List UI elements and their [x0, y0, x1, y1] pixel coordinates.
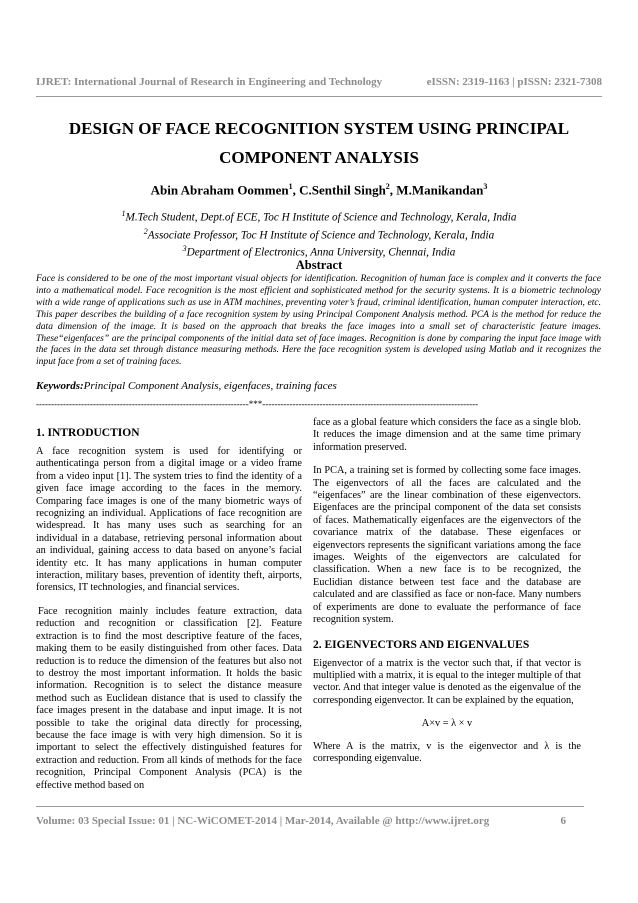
author-1: Abin Abraham Oommen: [150, 182, 289, 198]
paragraph: Eigenvector of a matrix is the vector such that, if that vector is multiplied with a matrix, it is equal to the integer multiple of that vector. And that integer value is denoted as the eigenvalue of the corresponding eigenvector. It can be explained by the equation,: [313, 657, 581, 706]
running-footer: [36, 815, 566, 827]
paragraph: A face recognition system is used for identifying or authenticatinga person from a digital image or a video frame from a video input [1]. The system tries to find the identity of a given face image according to the faces in the memory. Comparing face images is one of the many biometric ways of recognizing an individual. Applications of face recognition are widespread. It has many uses such as searching for an individual in a database, retrieving personal information about an individual, gaining access to data based on anyone’s facial identity etc. It has many applications in human computer interaction, military bases, prevention of identity theft, airports, forensics, IT technologies, and financial services.: [36, 446, 302, 594]
keywords-label: Keywords:: [36, 380, 84, 392]
equation: A×v = λ × v: [421, 718, 473, 730]
affiliation-1: $^1$M.Tech Student, Dept.of ECE, Toc H Institute of Science and Technology, Kerala, India: [121, 209, 517, 224]
right-column: [313, 417, 581, 776]
footer-rule: [36, 806, 584, 807]
paper-title: [40, 114, 598, 172]
author-3-sup: 3: [483, 182, 488, 191]
abstract-text: Face is considered to be one of the most important visual objects for identification. Recognition of human face is complex and it converts the face into a mathematical model. Face recognition is the most efficient and sophisticated method for the security systems. It is a biometric technology with a wide range of applications such as use in ATM machines, preventing voter’s fraud, criminal identification, human computer interaction, etc. This paper describes the building of a face recognition system by using Principal Component Analysis method. PCA is the method for reduce the data dimension of the image. It is based on the approach that breaks the face images into a small set of characteristic feature images. These“eigenfaces” are the principal components of the initial data set of face images. Recognition is done by comparing the input face image with the faces in the data set through distance measuring methods. Here the face recognition system is developed using Matlab and it recognizes the input face from a set of training faces.: [36, 273, 601, 368]
running-header: [36, 76, 602, 88]
affiliation-2: $^2$Associate Professor, Toc H Institute of Science and Technology, Kerala, India: [143, 226, 495, 242]
paragraph: Face recognition mainly includes feature extraction, data reduction and recognition or classification [2]. Feature extraction is to find the most descriptive feature of the faces, making them to be easily distinguished from other faces. Data reduction is to reduce the dimension of the features but also not to destroy the most important information. It holds the basic information. Recognition is to select the distance measure method such as Euclidean distance that is used to classify the face images present in the database and input image. It is not possible to take the original data directly for processing, because the face image is with very high dimension. So it is important to select the effectively distinguished features for extraction and reduction. From all kinds of methods for the face recognition, Principal Component Analysis (PCA) is the effective method based on: [36, 605, 302, 791]
paragraph: Where A is the matrix, v is the eigenvector and λ is the corresponding eigenvalue.: [313, 740, 581, 764]
page-number: 6: [560, 815, 566, 827]
title-line-2: COMPONENT ANALYSIS: [219, 148, 419, 167]
paragraph: In PCA, a training set is formed by collecting some face images. The eigenvectors of all the faces are calculated and the “eigenfaces” are the linear combination of these eigenvectors. Eigenfaces are the principal component of the data set consists of faces. Mathematically eigenfaces are the eigenvectors of the covariance matrix of the database. These eigenfaces or eigenvectors represents the significant variations among the face images. Weights of the eigenvectors are calculated for classification. When a new face is to be recognized, the Euclidian distance between test face and the database are calculated and are classified as face or non-face. Many numbers of experiments are done to evaluate the performance of face recognition system.: [313, 465, 581, 626]
affiliation-3: $^3$Department of Electronics, Anna University, Chennai, India: [182, 244, 456, 260]
keywords: [36, 380, 602, 392]
author-3: M.Manikandan: [396, 182, 484, 198]
issn-text: eISSN: 2319-1163 | pISSN: 2321-7308: [426, 76, 602, 88]
affiliations: [40, 207, 598, 260]
section-heading-introduction: 1. INTRODUCTION: [36, 427, 140, 439]
journal-name: IJRET: International Journal of Research in Engineering and Technology: [36, 76, 383, 88]
author-list: Abin Abraham Oommen$^1$, C.Senthil Singh$^2$, M.Manikandan$^3$: [150, 182, 488, 198]
left-column: [36, 426, 302, 803]
keywords-text: Principal Component Analysis, eigenfaces, training faces: [83, 380, 337, 392]
author-2-sup: 2: [385, 182, 390, 191]
title-line-1: DESIGN OF FACE RECOGNITION SYSTEM USING PRINCIPAL: [68, 119, 570, 138]
section-heading-eigenvectors: 2. EIGENVECTORS AND EIGENVALUES: [313, 638, 530, 651]
paragraph: face as a global feature which considers the face as a single blob. It reduces the image dimension and at the same time primary information preserved.: [313, 417, 581, 453]
author-2: C.Senthil Singh: [299, 182, 386, 198]
header-rule: [36, 96, 602, 97]
footer-text: Volume: 03 Special Issue: 01 | NC-WiCOMET-2014 | Mar-2014, Available @ http://www.ijret.org: [36, 815, 490, 827]
author-1-sup: 1: [288, 182, 293, 191]
abstract-heading: Abstract: [295, 258, 343, 272]
section-separator: -----------------------------------------------------------------------***------------------------------------------------------------------------: [36, 399, 479, 409]
